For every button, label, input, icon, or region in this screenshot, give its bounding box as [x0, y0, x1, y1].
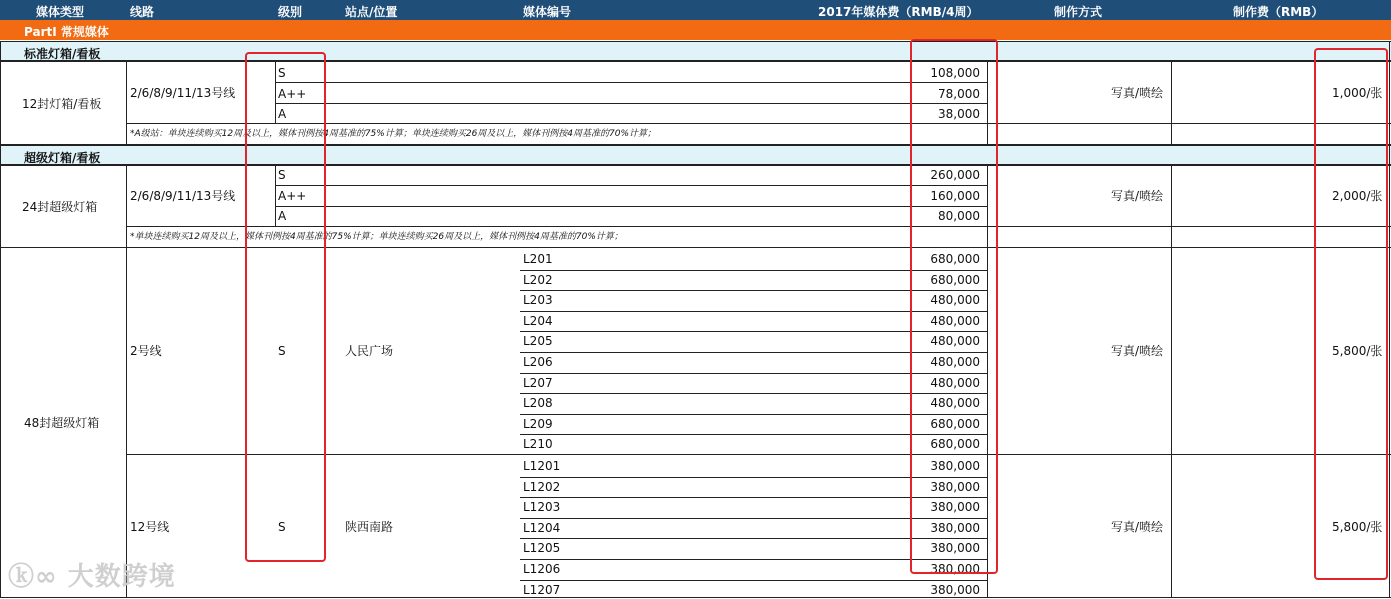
line12-fee: 380,000: [930, 479, 980, 494]
line2-fee: 480,000: [930, 334, 980, 349]
line12-code: L1206: [523, 562, 561, 576]
line12-fee: 380,000: [930, 562, 980, 576]
line12-fee: 380,000: [930, 582, 980, 597]
super-note: *单块连续购买12周及以上，媒体刊例按4周基准的75%计算；单块连续购买26周及以上，媒体刊例按4周基准的70%计算；: [130, 232, 623, 242]
standard-fee-a: 38,000: [938, 107, 980, 121]
line2-fee: 480,000: [930, 355, 980, 369]
super-level-a: A: [278, 209, 287, 223]
standard-lines: 2/6/8/9/11/13号线: [130, 86, 236, 100]
line12-fee: 380,000: [930, 520, 980, 535]
line2-fee: 480,000: [930, 293, 980, 308]
section-super-header: [0, 145, 1391, 165]
line12-code: L1203: [523, 500, 561, 515]
highlight-production-fee-column: [1314, 48, 1388, 580]
super-type: 24封超级灯箱: [22, 200, 98, 214]
super-level-app: A++: [278, 189, 307, 203]
standard-method: 写真/喷绘: [1111, 86, 1164, 100]
line2-code: L207: [523, 375, 553, 390]
line12-method: 写真/喷绘: [1111, 520, 1164, 534]
part-label: PartⅠ 常规媒体: [24, 25, 109, 39]
line2-fee: 480,000: [930, 313, 980, 328]
header-media-type: 媒体类型: [36, 5, 85, 19]
section-standard-title: 标准灯箱/看板: [24, 47, 101, 61]
line2-station: 人民广场: [345, 344, 394, 358]
header-fee-2017: 2017年媒体费（RMB/4周）: [818, 5, 979, 19]
part-banner: [0, 20, 1391, 40]
super-level-s: S: [278, 168, 286, 182]
standard-type: 12封灯箱/看板: [22, 97, 102, 111]
line2-fee: 680,000: [930, 252, 980, 266]
standard-fee-app: 78,000: [938, 87, 980, 101]
watermark-text: 大数跨境: [67, 562, 176, 592]
line2-fee: 680,000: [930, 416, 980, 431]
line2-fee: 680,000: [930, 437, 980, 452]
section-standard-header: [0, 41, 1391, 61]
line2-method: 写真/喷绘: [1111, 344, 1164, 358]
line12-fee: 380,000: [930, 500, 980, 515]
watermark-logo: [8, 556, 176, 593]
line2-fee: 480,000: [930, 396, 980, 411]
line2-code: L202: [523, 272, 553, 287]
header-line: 线路: [130, 5, 155, 19]
line2-level: S: [278, 344, 286, 358]
line2-code: L201: [523, 252, 553, 266]
line2-fee: 680,000: [930, 272, 980, 287]
line12-fee: 380,000: [930, 541, 980, 556]
standard-fee-s: 108,000: [930, 66, 980, 80]
section-super-title: 超级灯箱/看板: [24, 151, 101, 165]
line2-production-fee: 5,800/张: [1332, 344, 1383, 358]
line2-fee: 480,000: [930, 375, 980, 390]
line12-code: L1201: [523, 459, 561, 473]
line12-level: S: [278, 520, 286, 534]
standard-production-fee: 1,000/张: [1332, 86, 1383, 100]
standard-level-s: S: [278, 66, 286, 80]
super-production-fee: 2,000/张: [1332, 189, 1383, 203]
standard-level-a: A: [278, 107, 287, 121]
line2-code: L209: [523, 416, 553, 431]
line2-code: L205: [523, 334, 553, 349]
line2-code: L208: [523, 396, 553, 411]
line12-code: L1204: [523, 520, 561, 535]
super-fee-app: 160,000: [930, 189, 980, 203]
table-header: [0, 0, 1391, 20]
line2-code: L206: [523, 355, 553, 369]
line12-code: L1207: [523, 582, 561, 597]
super-fee-s: 260,000: [930, 168, 980, 182]
header-level: 级别: [278, 5, 303, 19]
super-method: 写真/喷绘: [1111, 189, 1164, 203]
line12-fee: 380,000: [930, 459, 980, 473]
line12-production-fee: 5,800/张: [1332, 520, 1383, 534]
header-station: 站点/位置: [345, 5, 398, 19]
watermark-icon: ⓚ∞: [8, 562, 68, 592]
line12-line: 12号线: [130, 520, 170, 534]
row-divider: [520, 580, 987, 581]
line2-code: L210: [523, 437, 553, 452]
line12-code: L1202: [523, 479, 561, 494]
header-media-code: 媒体编号: [523, 5, 572, 19]
line2-line: 2号线: [130, 344, 162, 358]
line12-station: 陕西南路: [345, 520, 394, 534]
super-fee-a: 80,000: [938, 209, 980, 223]
line2-code: L203: [523, 293, 553, 308]
line12-code: L1205: [523, 541, 561, 556]
line2-code: L204: [523, 313, 553, 328]
header-production-method: 制作方式: [1054, 5, 1103, 19]
standard-level-app: A++: [278, 87, 307, 101]
super-lines: 2/6/8/9/11/13号线: [130, 189, 236, 203]
header-production-fee: 制作费（RMB）: [1233, 5, 1324, 19]
highlight-level-column: [245, 52, 326, 562]
standard-note: *A级站：单块连续购买12周及以上，媒体刊例按4周基准的75%计算；单块连续购买26周及以上，媒体刊例按4周基准的70%计算；: [130, 129, 657, 139]
highlight-fee-column: [910, 39, 998, 574]
super48-type: 48封超级灯箱: [24, 416, 100, 430]
